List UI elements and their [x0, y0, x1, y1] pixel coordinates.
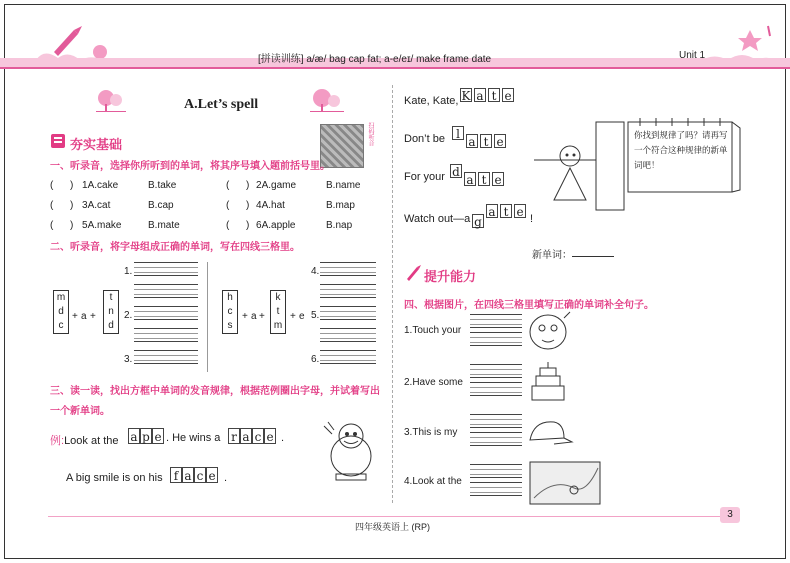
- writing-lines[interactable]: [470, 432, 522, 446]
- q4-instruction: 四、根据图片，在四线三格里填写正确的单词补全句子。: [404, 300, 654, 311]
- column-divider: [207, 262, 208, 372]
- chant-line-3: For your: [404, 171, 445, 183]
- chant-line-1: Kate, Kate,: [404, 95, 459, 107]
- callout-text: 你找到规律了吗？请再写一个符合这种规律的新单词吧！: [634, 130, 728, 170]
- chant-line-4: Watch out—a: [404, 213, 471, 225]
- answer-bracket[interactable]: ( ): [50, 180, 74, 191]
- q4-item-1: 1.Touch your: [404, 325, 462, 336]
- page-number: 3: [720, 507, 740, 523]
- answer-bracket[interactable]: ( ): [226, 180, 250, 191]
- line-number: 2.: [124, 310, 133, 321]
- q3-instruction: 三、读一读，找出方框中单词的发音规律，根据范例圈出字母，并试着写出一个新单词。: [50, 386, 380, 417]
- line-number: 3.: [124, 354, 133, 365]
- answer-bracket[interactable]: ( ): [226, 200, 250, 211]
- writing-lines[interactable]: [470, 482, 522, 496]
- word-box-race[interactable]: r a c e: [228, 428, 276, 444]
- face-illustration: [524, 310, 574, 354]
- writing-lines[interactable]: [470, 382, 522, 396]
- gorilla-illustration: [316, 414, 386, 484]
- example-line-1b: . He wins a: [166, 432, 221, 444]
- option-5b: B.mate: [148, 220, 180, 231]
- period: .: [281, 432, 285, 444]
- header-divider: [0, 67, 790, 69]
- rocket-icon: [404, 264, 422, 282]
- option-4a: 4A.hat: [256, 200, 285, 211]
- map-illustration: [524, 458, 608, 508]
- header-title: [拼读训练] a/æ/ bag cap fat; a-e/eɪ/ make frame date: [258, 54, 492, 65]
- writing-lines[interactable]: [320, 262, 376, 276]
- tree-icon: [96, 86, 126, 112]
- line-number: 1.: [124, 266, 133, 277]
- writing-lines[interactable]: [320, 328, 376, 342]
- writing-lines[interactable]: [470, 332, 522, 346]
- writing-lines[interactable]: [470, 464, 522, 478]
- option-3a: 3A.cat: [82, 200, 111, 211]
- badge-advance: 提升能力: [424, 269, 477, 284]
- cake-illustration: [524, 360, 572, 404]
- letter-column: t n d: [103, 290, 119, 334]
- answer-bracket[interactable]: ( ): [50, 220, 74, 231]
- plus-sign: +: [290, 311, 296, 322]
- badge-basics: 夯实基础: [70, 137, 123, 152]
- option-2b: B.name: [326, 180, 361, 191]
- writing-lines[interactable]: [320, 284, 376, 298]
- writing-lines[interactable]: [470, 364, 522, 378]
- plus-sign: +: [259, 311, 265, 322]
- example-label: 例:: [50, 435, 65, 447]
- unit-label: Unit 1: [679, 50, 706, 61]
- option-2a: 2A.game: [256, 180, 297, 191]
- section-title: A.Let’s spell: [184, 97, 259, 112]
- writing-lines[interactable]: [134, 328, 198, 342]
- answer-bracket[interactable]: ( ): [226, 220, 250, 231]
- example-line-2: A big smile is on his: [66, 472, 163, 484]
- new-word-input-line[interactable]: [572, 256, 614, 257]
- footer-divider: [48, 516, 728, 517]
- option-5a: 5A.make: [82, 220, 122, 231]
- writing-lines[interactable]: [470, 414, 522, 428]
- word-box-ape[interactable]: a p e: [128, 428, 164, 444]
- line-number: 5.: [311, 310, 320, 321]
- q4-item-4: 4.Look at the: [404, 476, 462, 487]
- writing-lines[interactable]: [134, 262, 198, 276]
- tree-icon: [310, 86, 344, 112]
- footer-book-label: 四年级英语上 (RP): [355, 522, 430, 532]
- example-line-1: 例:Look at the: [50, 435, 119, 447]
- writing-lines[interactable]: [320, 306, 376, 320]
- answer-bracket[interactable]: ( ): [50, 200, 74, 211]
- writing-lines[interactable]: [134, 350, 198, 364]
- option-3b: B.cap: [148, 200, 174, 211]
- option-4b: B.map: [326, 200, 355, 211]
- cap-illustration: [524, 414, 574, 452]
- writing-lines[interactable]: [470, 314, 522, 328]
- plus-sign: +: [90, 311, 96, 322]
- plus-sign: +: [242, 311, 248, 322]
- option-1a: 1A.cake: [82, 180, 119, 191]
- period: .: [224, 472, 228, 484]
- chant-line-2: Don’t be: [404, 133, 445, 145]
- plus-sign: +: [72, 311, 78, 322]
- option-1b: B.take: [148, 180, 177, 191]
- end-letter: e: [299, 311, 305, 322]
- q1-instruction: 一、听录音，选择你所听到的单词，将其序号填入题前括号里。: [50, 161, 330, 172]
- letter-column: h c s: [222, 290, 238, 334]
- writing-lines[interactable]: [134, 284, 198, 298]
- q4-item-3: 3.This is my: [404, 427, 458, 438]
- middle-letter: a: [81, 311, 87, 322]
- new-word-label: 新单词：: [532, 250, 572, 261]
- q4-item-2: 2.Have some: [404, 377, 463, 388]
- qr-label: 扫码听音: [367, 122, 373, 146]
- line-number: 4.: [311, 266, 320, 277]
- letter-column: k t m: [270, 290, 286, 334]
- center-divider: [392, 85, 393, 503]
- word-box-face[interactable]: f a c e: [170, 467, 218, 483]
- q2-instruction: 二、听录音，将字母组成正确的单词，写在四线三格里。: [50, 242, 300, 253]
- girl-at-door-illustration: [534, 120, 626, 212]
- option-6a: 6A.apple: [256, 220, 296, 231]
- line-number: 6.: [311, 354, 320, 365]
- exclamation: !: [530, 213, 534, 225]
- writing-lines[interactable]: [134, 306, 198, 320]
- writing-lines[interactable]: [320, 350, 376, 364]
- book-icon: [50, 132, 68, 150]
- option-6b: B.nap: [326, 220, 353, 231]
- middle-letter: a: [251, 311, 257, 322]
- letter-column: m d c: [53, 290, 69, 334]
